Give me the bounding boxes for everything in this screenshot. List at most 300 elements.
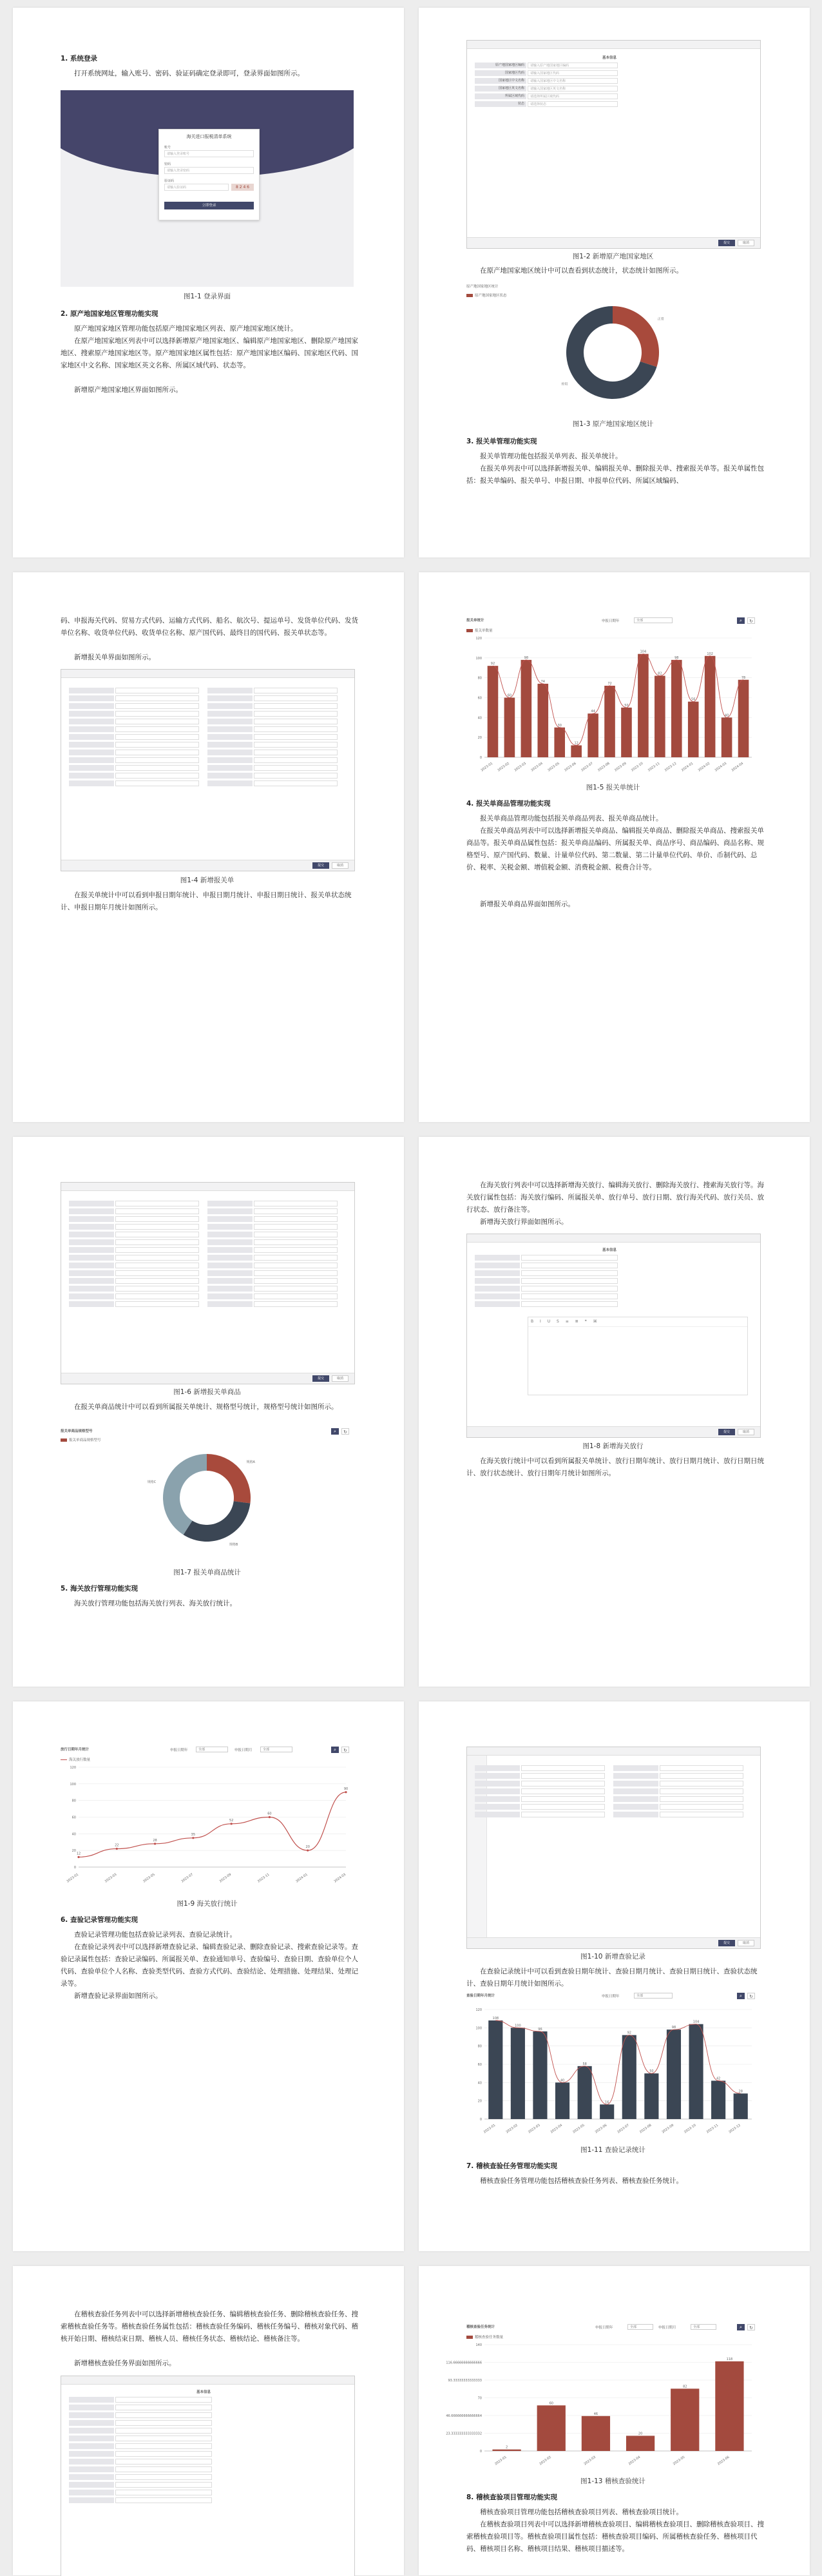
field-input[interactable] <box>660 1788 743 1794</box>
field-label <box>69 1286 114 1292</box>
paragraph: 稽核查验任务管理功能包括稽核查验任务列表、稽核查验任务统计。 <box>480 2177 683 2185</box>
chart-legend: 原产地国家地区状态 <box>466 293 507 298</box>
paragraph: 在稽核查验任务列表中可以选择新增稽核查验任务、编辑稽核查验任务、删除稽核查验任务、搜索稽核查验任务等。稽核查验任务属性包括：稽核查验任务编码、稽核任务编号、稽核对象代码、稽核开始日期、稽核结束日期、稽核人员、稽核任务状态、稽核结论、稽核备注等。 <box>61 2310 358 2343</box>
data-label: 118 <box>726 2357 733 2361</box>
filter-label: 申报日期年 <box>170 1748 188 1752</box>
bar-chart <box>446 2339 760 2472</box>
data-label: 40 <box>560 2078 565 2083</box>
y-tick-label: 20 <box>477 2099 482 2104</box>
field-label <box>613 1765 658 1771</box>
field-input[interactable] <box>115 780 199 786</box>
chart-title: 报关单统计 <box>466 619 484 623</box>
field-label <box>207 1263 253 1268</box>
data-label: 12 <box>574 741 578 746</box>
field-input[interactable] <box>254 742 338 748</box>
data-label: 82 <box>658 672 662 676</box>
section-heading: 2. 原产地国家地区管理功能实现 <box>61 310 158 318</box>
search-icon[interactable]: ⌕ <box>737 2324 745 2330</box>
login-title: 海关进口报税清单系统 <box>186 134 232 139</box>
data-label: 100 <box>515 2024 521 2028</box>
field-input[interactable] <box>521 1773 605 1779</box>
field-label <box>69 2482 114 2488</box>
field-input[interactable] <box>115 2474 212 2480</box>
field-input[interactable] <box>254 1270 338 1276</box>
field-input[interactable] <box>521 1812 605 1817</box>
field-label <box>69 2428 114 2434</box>
field-input[interactable] <box>254 1286 338 1292</box>
bar <box>582 2416 610 2451</box>
slice-label: 停用 <box>561 382 568 387</box>
paragraph: 报关单管理功能包括报关单列表、报关单统计。 <box>480 452 622 460</box>
field-input[interactable] <box>115 2466 212 2472</box>
y-tick-label: 20 <box>477 736 482 741</box>
x-tick-label: 2023-07 <box>580 761 594 773</box>
field-input[interactable] <box>254 688 338 693</box>
y-tick-label: 70 <box>477 2396 482 2401</box>
y-tick-label: 40 <box>477 2081 482 2086</box>
figure-caption: 图1-11 查验记录统计 <box>580 2146 645 2154</box>
data-label: 28 <box>738 2089 743 2094</box>
doc-page-8 <box>419 1701 810 2251</box>
field-input[interactable] <box>115 1263 199 1268</box>
field-label <box>613 1812 658 1817</box>
bar <box>537 684 548 757</box>
field-input[interactable] <box>254 1201 338 1206</box>
search-icon[interactable]: ⌕ <box>737 1993 745 1999</box>
captcha-image[interactable]: 8 2 4 6 <box>231 184 254 191</box>
field-input[interactable] <box>660 1804 743 1810</box>
field-input[interactable] <box>115 1286 199 1292</box>
y-tick-label: 120 <box>70 1766 76 1770</box>
x-tick-label: 2023-07 <box>180 1872 195 1884</box>
figure-caption: 图1-7 报关单商品统计 <box>173 1569 241 1576</box>
bar <box>492 2450 521 2451</box>
field-input[interactable] <box>254 1293 338 1299</box>
bar <box>588 713 598 757</box>
field-input[interactable] <box>521 1788 605 1794</box>
window-topbar <box>467 41 760 49</box>
field-label <box>69 734 114 740</box>
filter-select[interactable]: 全部 <box>627 2324 653 2330</box>
field-input[interactable] <box>660 1781 743 1787</box>
paragraph: 新增查验记录界面如图所示。 <box>74 1992 162 2000</box>
figure-caption: 图1-5 报关单统计 <box>586 784 640 791</box>
field-input[interactable] <box>115 688 199 693</box>
field-input[interactable] <box>254 1255 338 1261</box>
field-input[interactable] <box>115 2405 212 2410</box>
username-input[interactable]: 请输入登录账号 <box>164 150 254 157</box>
field-input[interactable] <box>254 780 338 786</box>
field-label <box>69 1232 114 1237</box>
field-input[interactable] <box>254 726 338 732</box>
cancel-button[interactable]: 取消 <box>332 1375 349 1382</box>
field-label <box>69 2459 114 2465</box>
x-tick-label: 2023-03 <box>104 1872 118 1884</box>
field-input[interactable] <box>115 726 199 732</box>
data-label: 92 <box>490 662 495 666</box>
field-input[interactable] <box>115 2490 212 2495</box>
field-input[interactable] <box>254 1224 338 1230</box>
field-input[interactable] <box>115 1278 199 1284</box>
paragraph: 在查验记录统计中可以看到查验日期年统计、查验日期月统计、查验日期日统计、查验状态统计、查验日期年月统计如图所示。 <box>466 1968 758 1988</box>
field-input[interactable] <box>254 695 338 701</box>
field-input[interactable]: 请输入国家地区代码 <box>528 70 618 76</box>
username-label: 账号 <box>164 146 171 150</box>
field-label <box>475 1286 520 1292</box>
field-input[interactable] <box>115 1216 199 1222</box>
x-tick-label: 2024-01 <box>680 761 694 773</box>
field-input[interactable] <box>521 1263 618 1268</box>
data-label: 56 <box>691 697 696 702</box>
chart-3-panel <box>61 1428 354 1564</box>
field-label <box>69 2451 114 2457</box>
chart-legend: 海关放行数量 <box>61 1757 90 1762</box>
field-input[interactable] <box>521 1278 618 1284</box>
x-tick-label: 2023-05 <box>142 1872 156 1884</box>
window-topbar <box>61 2376 354 2385</box>
field-input[interactable] <box>254 750 338 755</box>
add-goods-form-screenshot <box>61 1182 355 1384</box>
field-input[interactable] <box>521 1293 618 1299</box>
field-label <box>475 1270 520 1276</box>
bar <box>689 2024 703 2119</box>
field-input[interactable] <box>521 1804 605 1810</box>
field-input[interactable] <box>115 2420 212 2426</box>
field-input[interactable] <box>521 1270 618 1276</box>
field-label <box>475 1812 520 1817</box>
field-input[interactable] <box>115 2451 212 2457</box>
field-input[interactable] <box>521 1286 618 1292</box>
y-tick-label: 120 <box>475 2008 482 2012</box>
password-input[interactable]: 请输入登录密码 <box>164 167 254 174</box>
field-input[interactable] <box>254 757 338 763</box>
data-label: 96 <box>538 2028 542 2031</box>
doc-page-1 <box>13 8 404 557</box>
x-tick-label: 2023-04 <box>550 2123 564 2135</box>
field-input[interactable] <box>254 1301 338 1307</box>
x-tick-label: 2023-01 <box>483 2123 497 2135</box>
submit-button[interactable]: 提交 <box>718 1940 735 1946</box>
doc-page-3 <box>13 572 404 1122</box>
login-screenshot <box>61 90 354 287</box>
filter-select[interactable]: 全部 <box>196 1747 228 1752</box>
field-input[interactable] <box>115 1301 199 1307</box>
cancel-button[interactable]: 取消 <box>738 240 754 246</box>
field-label <box>207 719 253 724</box>
field-input[interactable] <box>115 1201 199 1206</box>
x-tick-label: 2023-09 <box>661 2123 675 2135</box>
y-tick-label: 0 <box>479 2118 482 2122</box>
bar <box>638 654 649 757</box>
field-input[interactable] <box>115 2459 212 2465</box>
field-label <box>69 2466 114 2472</box>
bar <box>578 2066 592 2119</box>
field-label <box>207 1208 253 1214</box>
field-input[interactable] <box>254 1216 338 1222</box>
field-input[interactable] <box>660 1812 743 1817</box>
field-label <box>613 1796 658 1802</box>
x-tick-label: 2023-09 <box>614 761 627 773</box>
field-label <box>69 1224 114 1230</box>
y-tick-label: 80 <box>72 1799 76 1803</box>
x-tick-label: 2023-05 <box>572 2123 586 2135</box>
field-input[interactable] <box>115 1293 199 1299</box>
field-input[interactable] <box>254 1263 338 1268</box>
field-label <box>207 1301 253 1307</box>
data-label: 42 <box>716 2077 721 2081</box>
pie-slice <box>613 306 659 367</box>
filter-select[interactable]: 全部 <box>260 1747 292 1752</box>
chart-6-panel <box>446 2324 760 2472</box>
field-input[interactable] <box>660 1773 743 1779</box>
field-select[interactable]: 请选择所属区域代码 <box>528 93 618 99</box>
field-input[interactable] <box>115 695 199 701</box>
search-icon[interactable]: ⌕ <box>737 617 745 624</box>
y-tick-label: 116.66666666666666 <box>446 2361 482 2365</box>
field-label <box>207 1216 253 1222</box>
field-label <box>475 1788 520 1794</box>
x-tick-label: 2023-09 <box>218 1872 233 1884</box>
field-input[interactable] <box>115 2436 212 2441</box>
field-label <box>207 1232 253 1237</box>
cancel-button[interactable]: 取消 <box>332 862 349 869</box>
bar <box>555 2082 569 2119</box>
field-label <box>475 1804 520 1810</box>
field-label: 国家地区中文名称 <box>475 78 526 84</box>
refresh-icon[interactable]: ↻ <box>747 1993 755 1999</box>
field-input[interactable] <box>115 734 199 740</box>
field-input[interactable] <box>115 719 199 724</box>
x-tick-label: 2024-02 <box>697 761 711 773</box>
field-label <box>207 1247 253 1253</box>
section-heading: 7. 稽核查验任务管理功能实现 <box>466 2162 557 2170</box>
paragraph: 在原产地国家地区列表中可以选择新增原产地国家地区、编辑原产地国家地区、删除原产地国家地区、搜索原产地国家地区等。原产地国家地区属性包括：原产地国家地区编码、国家地区代码、国家地区中文名称、国家地区英文名称、所属区域代码、状态等。 <box>61 337 358 369</box>
paragraph: 新增原产地国家地区界面如图所示。 <box>74 386 182 394</box>
field-input[interactable] <box>115 1232 199 1237</box>
refresh-icon[interactable]: ↻ <box>747 2324 755 2330</box>
field-input[interactable] <box>115 1224 199 1230</box>
field-input[interactable] <box>254 1232 338 1237</box>
field-label <box>613 1773 658 1779</box>
field-input[interactable] <box>660 1765 743 1771</box>
x-tick-label: 2023-01 <box>66 1872 80 1884</box>
bar <box>622 2035 636 2119</box>
field-input[interactable]: 请输入国家地区英文名称 <box>528 86 618 92</box>
field-input[interactable] <box>115 1270 199 1276</box>
data-label: 98 <box>674 655 679 660</box>
chart-1-panel <box>466 284 760 416</box>
bar <box>533 2031 547 2119</box>
x-tick-label: 2023-11 <box>647 761 661 773</box>
refresh-icon[interactable]: ↻ <box>341 1747 349 1753</box>
paragraph: 在查验记录列表中可以选择新增查验记录、编辑查验记录、删除查验记录、搜索查验记录等。查验记录属性包括：查验记录编码、所属报关单、查验通知单号、查验编号、查验日期、查验单位个人代码、查验单位个人名称、查验类型代码、查验方式代码、查验结论、处理措施、处理结果、处理记录等。 <box>61 1943 358 1988</box>
cancel-button[interactable]: 取消 <box>738 1429 754 1435</box>
x-tick-label: 2023-05 <box>547 761 560 773</box>
paragraph: 码、申报海关代码、贸易方式代码、运输方式代码、船名、航次号、提运单号、发货单位代码、发货单位名称、收货单位代码、收货单位名称、原产国代码、最终目的国代码、报关单状态等。 <box>61 617 358 637</box>
rich-editor[interactable] <box>528 1317 748 1395</box>
x-tick-label: 2023-02 <box>539 2455 552 2466</box>
slice-label: 正常 <box>657 317 664 322</box>
field-input[interactable] <box>115 2412 212 2418</box>
field-input[interactable] <box>254 765 338 771</box>
field-input[interactable] <box>521 1301 618 1307</box>
x-tick-label: 2023-08 <box>638 2123 653 2135</box>
bar-chart <box>466 633 760 778</box>
field-input[interactable] <box>115 1255 199 1261</box>
field-input[interactable]: 请输入国家地区中文名称 <box>528 78 618 84</box>
search-icon[interactable]: ⌕ <box>331 1428 339 1435</box>
data-label: 60 <box>507 693 512 698</box>
filter-select[interactable]: 全部 <box>634 1993 673 1999</box>
field-input[interactable] <box>115 1208 199 1214</box>
field-input[interactable] <box>254 1239 338 1245</box>
field-label <box>69 1201 114 1206</box>
field-input[interactable] <box>115 2397 212 2403</box>
field-label <box>475 1796 520 1802</box>
field-input[interactable] <box>115 2443 212 2449</box>
field-label <box>207 1286 253 1292</box>
submit-button[interactable]: 提交 <box>312 1375 329 1382</box>
figure-caption: 图1-13 稽核查验统计 <box>580 2477 645 2485</box>
field-label <box>207 1270 253 1276</box>
x-tick-label: 2023-04 <box>627 2455 642 2466</box>
field-label <box>69 742 114 748</box>
field-input[interactable] <box>254 734 338 740</box>
bar <box>504 698 515 758</box>
field-label: 国家地区英文名称 <box>475 86 526 92</box>
field-input[interactable] <box>254 719 338 724</box>
field-input[interactable] <box>521 1796 605 1802</box>
captcha-input[interactable]: 请输入验证码 <box>164 184 229 191</box>
section-heading: 3. 报关单管理功能实现 <box>466 438 537 445</box>
search-icon[interactable]: ⌕ <box>331 1747 339 1753</box>
y-tick-label: 120 <box>475 637 482 641</box>
submit-button[interactable]: 提交 <box>718 1429 735 1435</box>
paragraph: 在海关放行列表中可以选择新增海关放行、编辑海关放行、删除海关放行、搜索海关放行等。海关放行属性包括：海关放行编码、所属报关单、放行单号、放行日期、放行海关代码、放行关员、放行状态、放行备注等。 <box>466 1181 764 1214</box>
field-label: 所属区域代码 <box>475 93 526 99</box>
field-input[interactable] <box>115 703 199 709</box>
form-footer-bar <box>61 860 354 871</box>
field-label <box>69 1239 114 1245</box>
field-label <box>69 711 114 717</box>
figure-caption: 图1-6 新增报关单商品 <box>173 1388 241 1396</box>
field-input[interactable] <box>115 765 199 771</box>
field-input[interactable] <box>254 1247 338 1253</box>
x-tick-label: 2023-01 <box>480 761 494 773</box>
data-label: 90 <box>343 1787 349 1791</box>
field-input[interactable] <box>254 1208 338 1214</box>
field-input[interactable] <box>521 1255 618 1261</box>
field-label <box>207 688 253 693</box>
bar <box>688 702 699 757</box>
cancel-button[interactable]: 取消 <box>738 1940 754 1946</box>
field-input[interactable] <box>115 2497 212 2503</box>
paragraph: 打开系统网址，输入账号、密码、验证码确定登录即可，登录界面如图所示。 <box>74 70 304 77</box>
field-label <box>69 726 114 732</box>
filter-label: 申报日期月 <box>234 1748 253 1752</box>
submit-button[interactable]: 提交 <box>312 862 329 869</box>
field-input[interactable]: 请输入原产地国家地区编码 <box>528 63 618 68</box>
add-audit-task-form-screenshot <box>61 2376 355 2576</box>
field-label <box>69 773 114 779</box>
refresh-icon[interactable]: ↻ <box>341 1428 349 1435</box>
field-label <box>475 1773 520 1779</box>
field-input[interactable] <box>254 773 338 779</box>
field-label <box>69 1278 114 1284</box>
bar <box>711 2081 725 2120</box>
x-tick-label: 2023-06 <box>594 2123 608 2135</box>
filter-select[interactable]: 全部 <box>634 617 673 623</box>
y-tick-label: 40 <box>477 716 482 721</box>
field-label <box>69 2405 114 2410</box>
field-input[interactable] <box>115 742 199 748</box>
field-input[interactable] <box>115 2428 212 2434</box>
doc-page-4 <box>419 572 810 1122</box>
y-tick-label: 100 <box>475 656 482 661</box>
y-tick-label: 20 <box>72 1849 76 1854</box>
form-footer-bar <box>467 1426 760 1437</box>
editor-toolbar: B I U S ≡ ≣ ❝ ⌘ <box>528 1317 747 1327</box>
field-label <box>207 1201 253 1206</box>
field-input[interactable] <box>521 1781 605 1787</box>
field-input[interactable] <box>115 773 199 779</box>
field-label <box>475 1781 520 1787</box>
x-tick-label: 2024-04 <box>731 761 745 773</box>
data-label: 74 <box>540 679 545 684</box>
field-input[interactable] <box>115 1247 199 1253</box>
field-input[interactable] <box>115 1239 199 1245</box>
data-label: 82 <box>683 2385 687 2389</box>
submit-button[interactable]: 提交 <box>718 240 735 246</box>
login-button[interactable]: 立即登录 <box>164 202 254 209</box>
bar <box>488 666 499 757</box>
field-input[interactable] <box>115 757 199 763</box>
y-tick-label: 100 <box>70 1782 76 1787</box>
field-input[interactable] <box>115 711 199 717</box>
chart-5-panel <box>466 1993 760 2141</box>
field-input[interactable] <box>115 750 199 755</box>
window-topbar <box>467 1234 760 1243</box>
data-label: 60 <box>549 2401 553 2406</box>
field-label <box>69 757 114 763</box>
field-label <box>69 2420 114 2426</box>
x-tick-label: 2023-06 <box>716 2455 731 2466</box>
x-tick-label: 2023-12 <box>664 761 678 773</box>
x-tick-label: 2023-12 <box>728 2123 741 2135</box>
field-input[interactable] <box>254 711 338 717</box>
data-label: 98 <box>524 655 529 660</box>
field-input[interactable] <box>115 2482 212 2488</box>
field-input[interactable] <box>254 703 338 709</box>
data-label: 50 <box>649 2069 654 2074</box>
refresh-icon[interactable]: ↻ <box>747 617 755 624</box>
bar <box>715 2361 743 2451</box>
field-input[interactable] <box>521 1765 605 1771</box>
field-label <box>69 750 114 755</box>
field-input[interactable] <box>660 1796 743 1802</box>
filter-label: 申报日期年 <box>595 2326 613 2330</box>
filter-select[interactable]: 全部 <box>691 2324 716 2330</box>
data-label: 30 <box>557 723 562 728</box>
pie-slice <box>184 1501 251 1542</box>
data-label: 20 <box>638 2432 643 2436</box>
field-input[interactable] <box>254 1278 338 1284</box>
field-select[interactable]: 请选择状态 <box>528 101 618 107</box>
figure-caption: 图1-10 新增查验记录 <box>580 1953 645 1961</box>
data-label: 104 <box>693 2020 700 2024</box>
y-tick-label: 0 <box>479 2450 482 2454</box>
section-heading: 8. 稽核查验项目管理功能实现 <box>466 2494 557 2501</box>
